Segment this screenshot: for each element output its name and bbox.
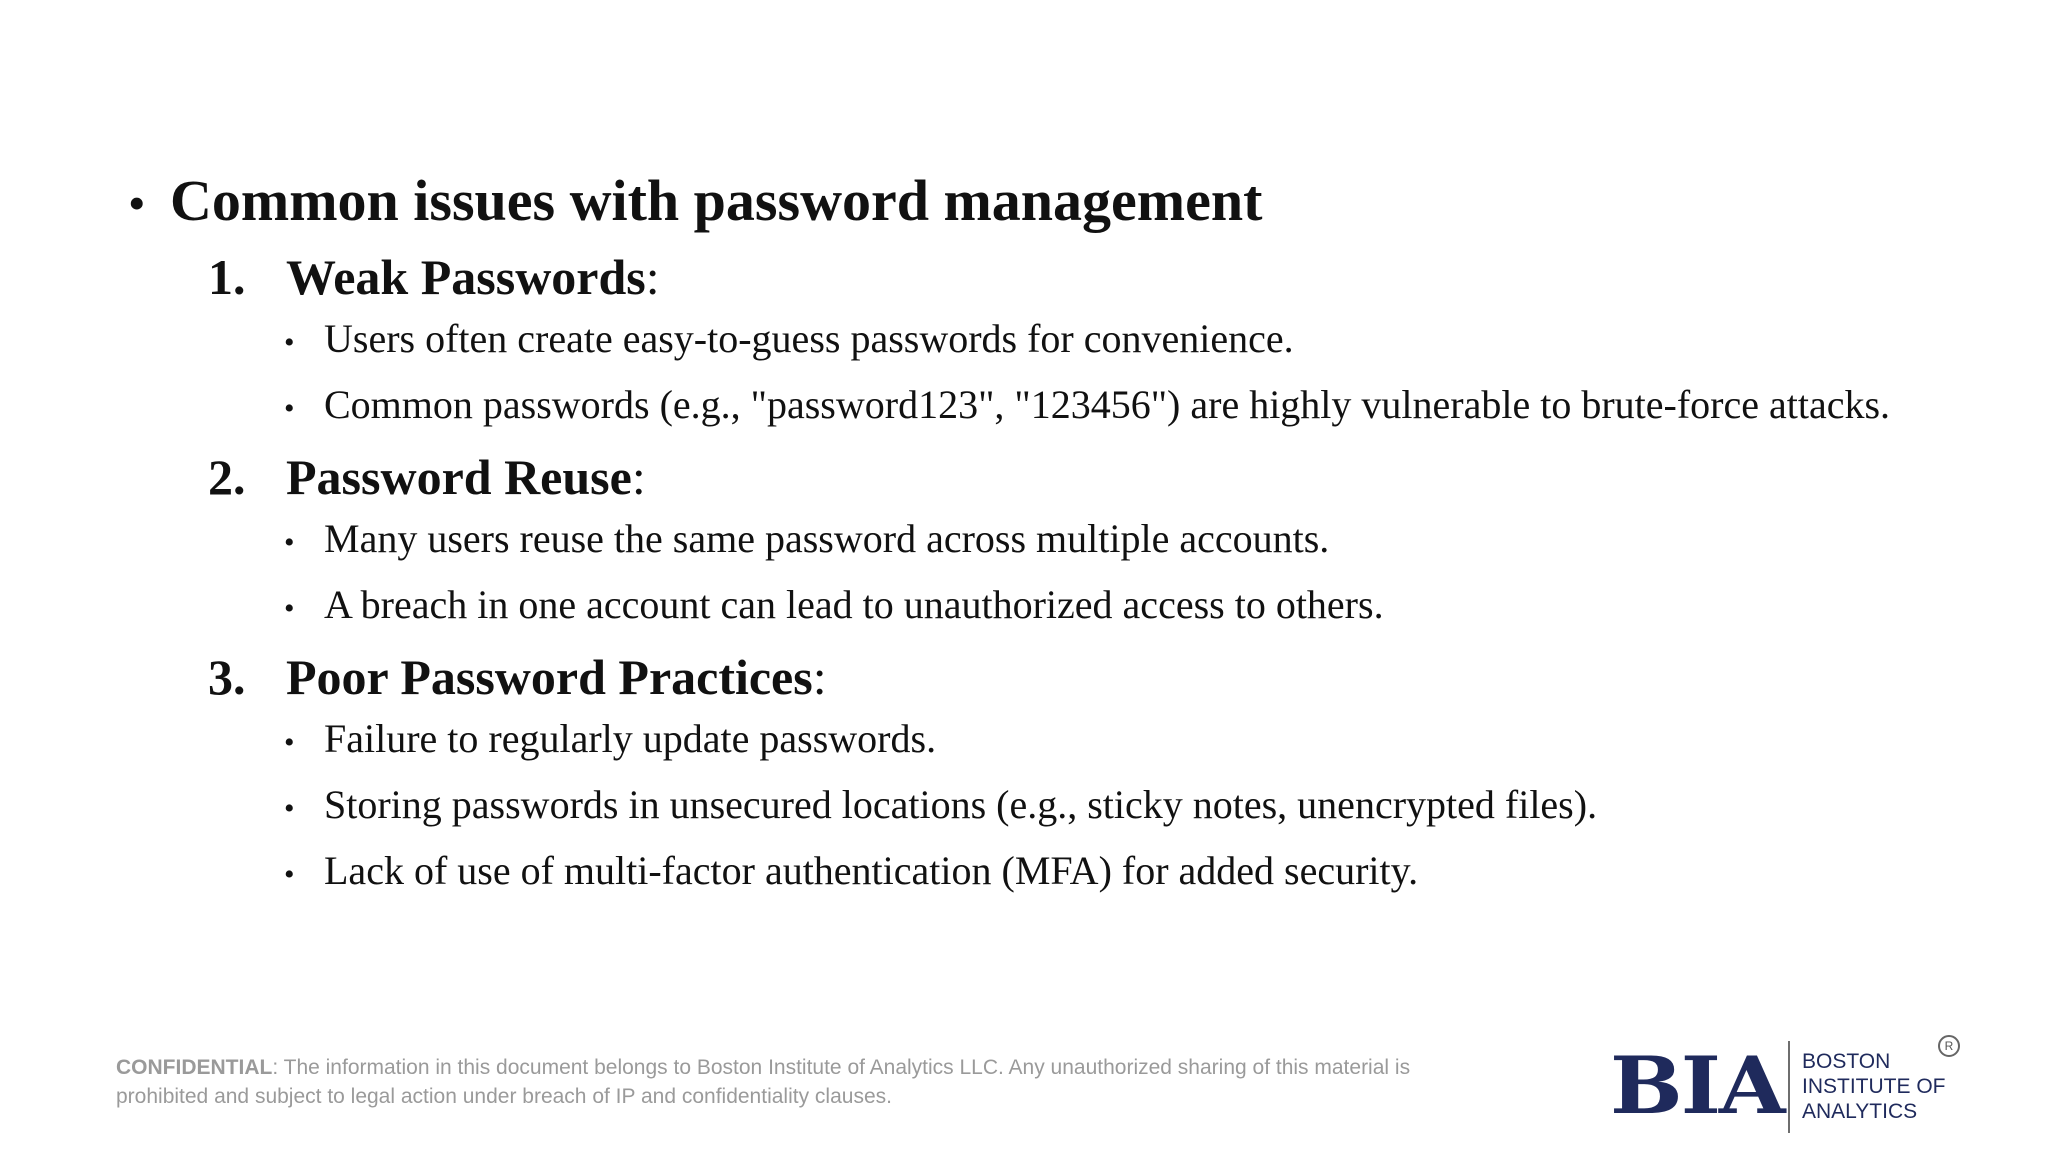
section-weak-passwords xyxy=(208,245,1948,435)
sub-bullet: • xyxy=(284,392,295,425)
heading-text: Common issues with password management xyxy=(170,168,1263,233)
section-heading xyxy=(208,245,1948,309)
list-item-text: Failure to regularly update passwords. xyxy=(324,716,937,761)
sub-bullet: • xyxy=(284,592,295,625)
logo-line-3: ANALYTICS xyxy=(1802,1100,1918,1123)
confidential-label: CONFIDENTIAL xyxy=(116,1056,273,1079)
section-items xyxy=(284,713,1948,901)
section-colon: : xyxy=(645,249,660,305)
logo-line-2: INSTITUTE OF xyxy=(1802,1075,1946,1098)
section-colon: : xyxy=(631,449,646,505)
main-heading xyxy=(128,165,1948,239)
logo-line-1: BOSTON xyxy=(1802,1050,1891,1073)
list-item xyxy=(284,845,1948,901)
list-item xyxy=(284,579,1948,635)
list-item-text: Storing passwords in unsecured locations (e.g., sticky notes, unencrypted files). xyxy=(324,782,1598,827)
list-item xyxy=(284,379,1948,435)
section-colon: : xyxy=(812,649,827,705)
section-title: Password Reuse xyxy=(286,449,632,505)
list-item-text: Users often create easy-to-guess passwords for convenience. xyxy=(324,316,1294,361)
list-item-text: A breach in one account can lead to unauthorized access to others. xyxy=(324,582,1384,627)
section-poor-password-practices xyxy=(208,645,1948,901)
list-item-text: Common passwords (e.g., "password123", "123456") are highly vulnerable to brute-force attacks. xyxy=(324,382,1891,427)
registered-mark-icon: R xyxy=(1938,1035,1960,1057)
sub-bullet: • xyxy=(284,326,295,359)
list-item-text: Many users reuse the same password across multiple accounts. xyxy=(324,516,1330,561)
confidential-text: : The information in this document belongs to Boston Institute of Analytics LLC. Any unauthorized sharing of this material is prohibited and subject to legal action under breach of IP and confidentiality clauses. xyxy=(116,1056,1411,1108)
heading-bullet: • xyxy=(128,175,146,231)
logo-wordmark xyxy=(1802,1049,1946,1124)
section-items xyxy=(284,313,1948,435)
list-item xyxy=(284,713,1948,769)
section-items xyxy=(284,513,1948,635)
logo-divider xyxy=(1788,1041,1790,1133)
section-number: 3. xyxy=(208,649,246,705)
sub-bullet: • xyxy=(284,526,295,559)
section-number: 2. xyxy=(208,449,246,505)
list-item-text: Lack of use of multi-factor authentication (MFA) for added security. xyxy=(324,848,1419,893)
sub-bullet: • xyxy=(284,726,295,759)
section-title: Poor Password Practices xyxy=(286,649,813,705)
section-password-reuse xyxy=(208,445,1948,635)
sub-bullet: • xyxy=(284,858,295,891)
logo-mark: BIA xyxy=(1610,1039,1784,1133)
list-item xyxy=(284,513,1948,569)
sub-bullet: • xyxy=(284,792,295,825)
slide-content xyxy=(128,165,1948,911)
list-item xyxy=(284,779,1948,835)
confidentiality-notice xyxy=(116,1053,1416,1111)
bia-logo xyxy=(1610,1035,1970,1135)
section-number: 1. xyxy=(208,249,246,305)
section-heading xyxy=(208,445,1948,509)
section-heading xyxy=(208,645,1948,709)
list-item xyxy=(284,313,1948,369)
section-title: Weak Passwords xyxy=(286,249,646,305)
